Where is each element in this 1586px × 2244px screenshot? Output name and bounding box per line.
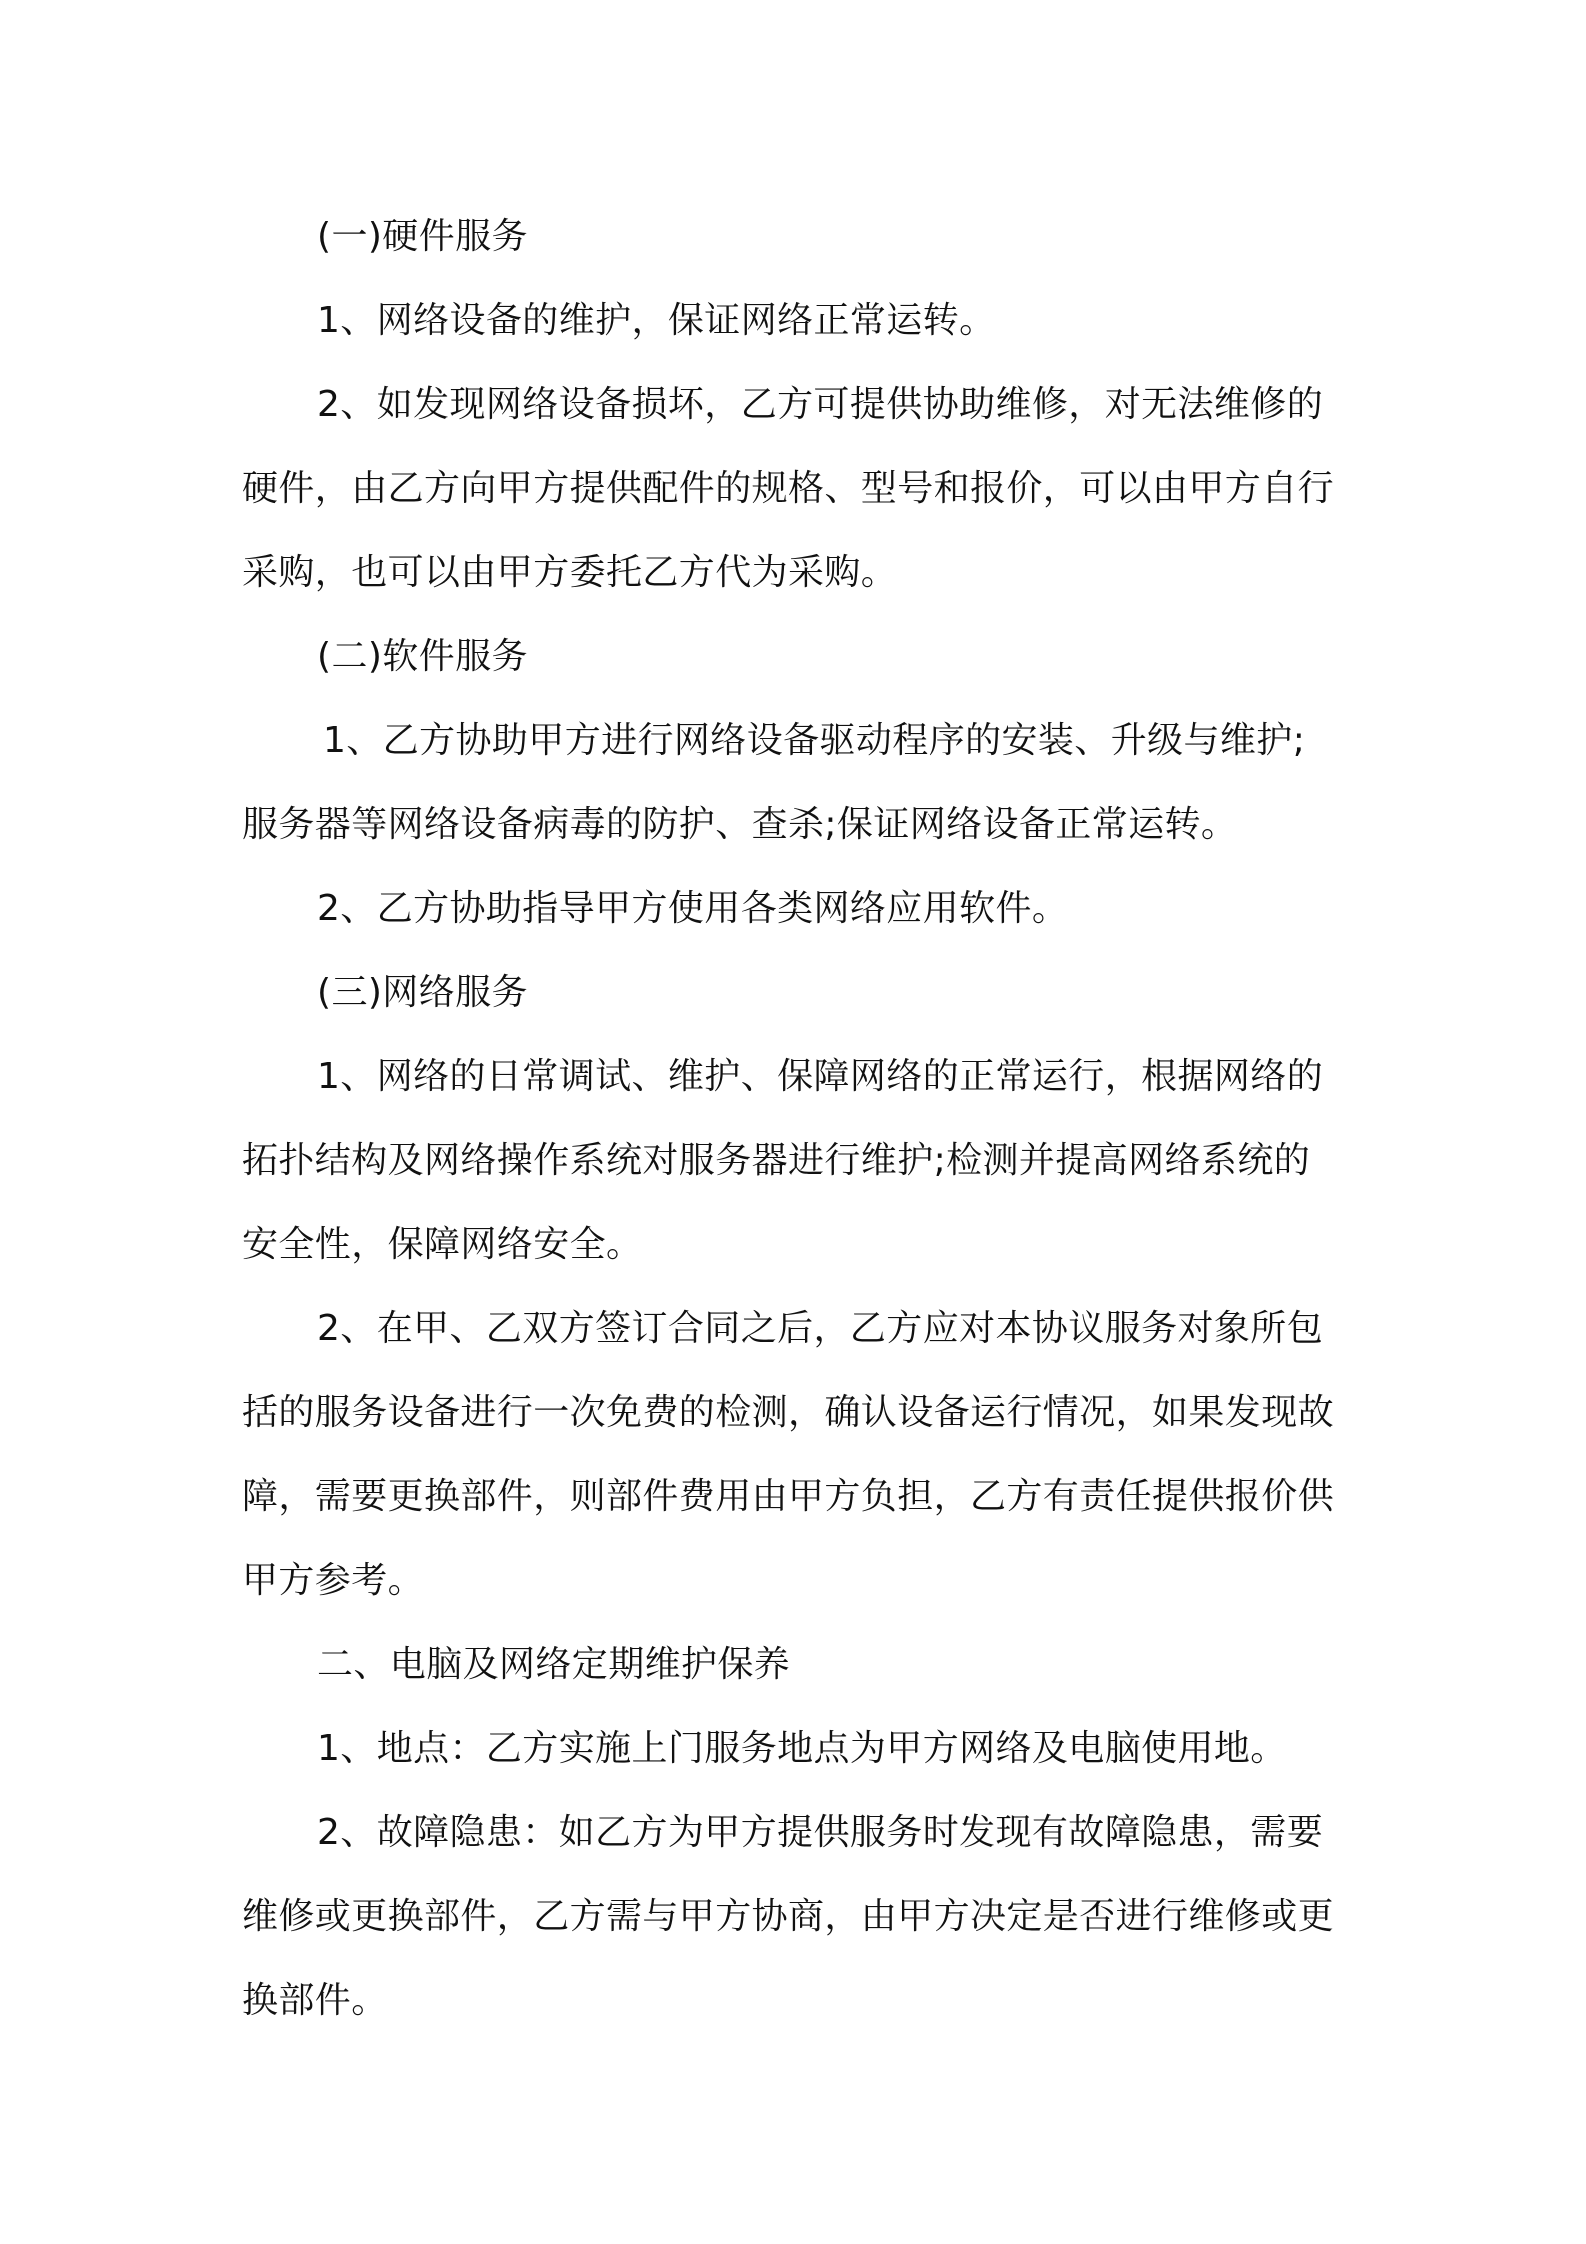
document-body xyxy=(242,195,1357,2043)
paragraph-maintenance-2-line-2: 维修或更换部件，乙方需与甲方协商，由甲方决定是否进行维修或更 xyxy=(242,1896,1335,1937)
paragraph-network-1-line-2: 拓扑结构及网络操作系统对服务器进行维护;检测并提高网络系统的 xyxy=(242,1140,1311,1181)
paragraph-maintenance-1: 1、地点：乙方实施上门服务地点为甲方网络及电脑使用地。 xyxy=(317,1728,1287,1769)
paragraph-network-2-line-1: 2、在甲、乙双方签订合同之后，乙方应对本协议服务对象所包 xyxy=(317,1308,1324,1349)
section-heading-hardware: (一)硬件服务 xyxy=(317,216,528,257)
paragraph-maintenance-2-line-3: 换部件。 xyxy=(242,1980,388,2021)
paragraph-network-1-line-3: 安全性，保障网络安全。 xyxy=(242,1224,643,1265)
paragraph-network-1-line-1: 1、网络的日常调试、维护、保障网络的正常运行，根据网络的 xyxy=(317,1056,1324,1097)
paragraph-network-2-line-4: 甲方参考。 xyxy=(242,1560,425,1601)
paragraph-network-2-line-3: 障，需要更换部件，则部件费用由甲方负担，乙方有责任提供报价供 xyxy=(242,1476,1335,1517)
paragraph-maintenance-2-line-1: 2、故障隐患：如乙方为甲方提供服务时发现有故障隐患，需要 xyxy=(317,1812,1324,1853)
paragraph-hardware-2-line-2: 硬件，由乙方向甲方提供配件的规格、型号和报价，可以由甲方自行 xyxy=(242,468,1335,509)
paragraph-hardware-2-line-3: 采购，也可以由甲方委托乙方代为采购。 xyxy=(242,552,898,593)
section-heading-maintenance: 二、电脑及网络定期维护保养 xyxy=(317,1644,791,1685)
paragraph-network-2-line-2: 括的服务设备进行一次免费的检测，确认设备运行情况，如果发现故 xyxy=(242,1392,1335,1433)
paragraph-software-2: 2、乙方协助指导甲方使用各类网络应用软件。 xyxy=(317,888,1069,929)
section-heading-software: (二)软件服务 xyxy=(317,636,528,677)
paragraph-hardware-2-line-1: 2、如发现网络设备损坏，乙方可提供协助维修，对无法维修的 xyxy=(317,384,1324,425)
paragraph-software-1-line-2: 服务器等网络设备病毒的防护、查杀;保证网络设备正常运转。 xyxy=(242,804,1238,845)
paragraph-hardware-1: 1、网络设备的维护，保证网络正常运转。 xyxy=(317,300,996,341)
paragraph-software-1-line-1: 1、乙方协助甲方进行网络设备驱动程序的安装、升级与维护; xyxy=(323,720,1306,761)
section-heading-network: (三)网络服务 xyxy=(317,972,528,1013)
